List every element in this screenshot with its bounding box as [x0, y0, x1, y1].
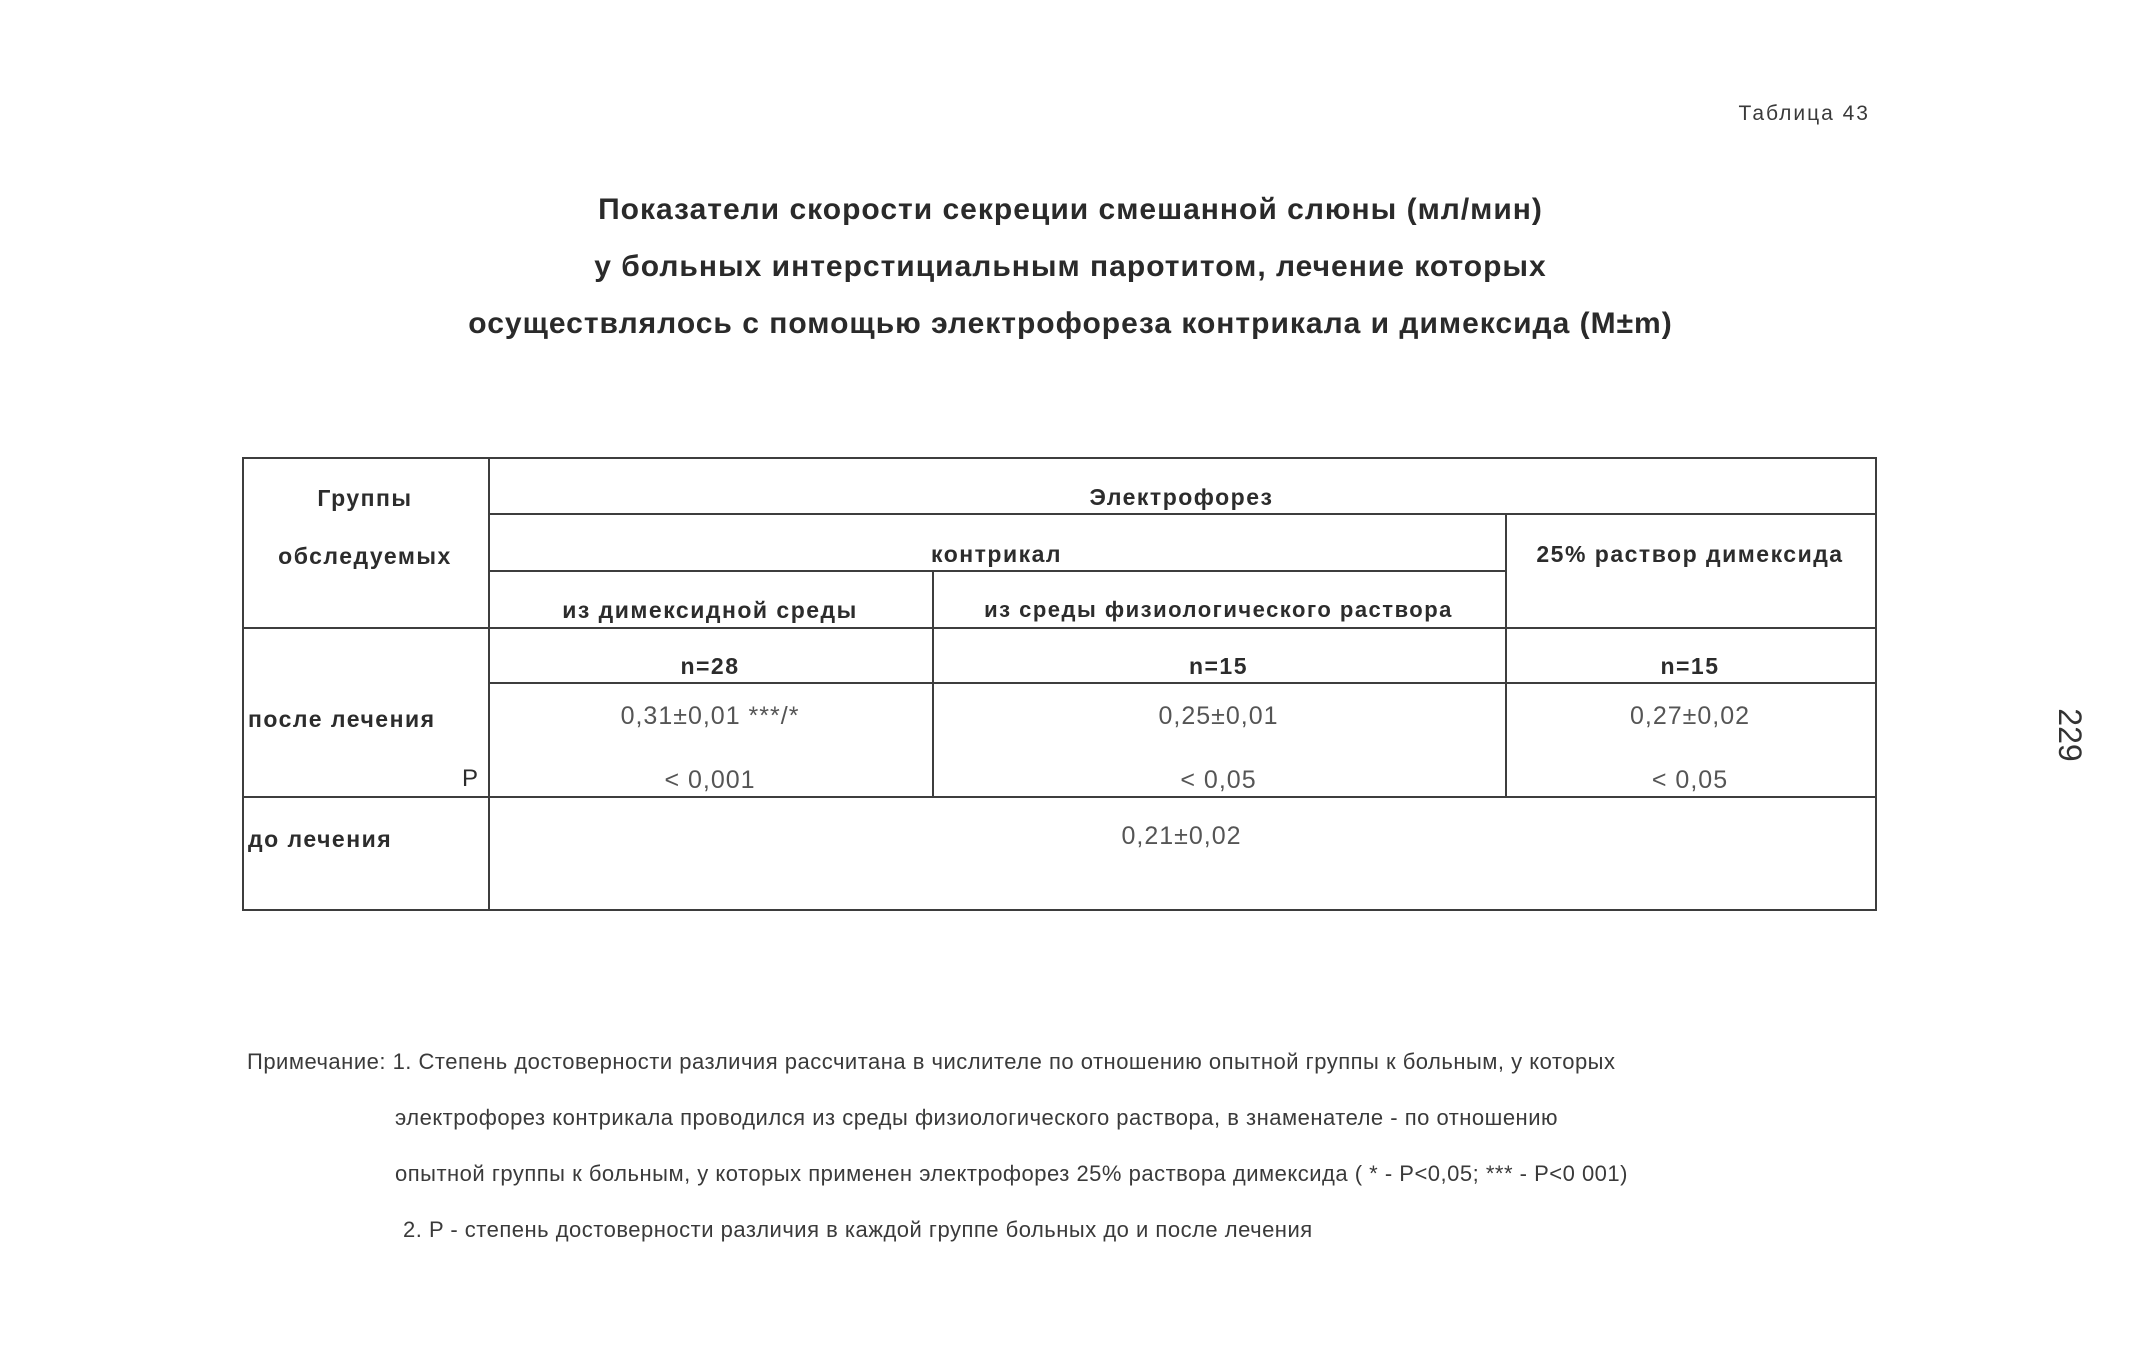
- n-value: n=15: [1660, 653, 1720, 679]
- note-line-1: Примечание: 1. Степень достоверности различия рассчитана в числителе по отношению опытной группы к больным, у которых: [247, 1049, 1616, 1074]
- p-value-saline-medium: < 0,05: [1180, 766, 1257, 794]
- table-border-right: [1875, 457, 1877, 911]
- n-value: n=28: [680, 653, 740, 679]
- table-rule: [242, 796, 1875, 798]
- subheader-saline-medium: из среды физиологического раствора: [984, 597, 1453, 622]
- table-rule: [488, 682, 1875, 684]
- subheader-dimexide-medium: из димексидной среды: [562, 597, 858, 623]
- after-value-dimexide-solution: 0,27±0,02: [1629, 702, 1751, 730]
- table-rule: [488, 513, 1875, 515]
- table-rule: [488, 570, 1505, 572]
- groups-header-line2: обследуемых: [278, 543, 452, 569]
- contrical-header: контрикал: [930, 541, 1062, 567]
- table-title-line-1: Показатели скорости секреции смешанной слюны (мл/мин): [598, 193, 1543, 226]
- note-line-2: электрофорез контрикала проводился из среды физиологического раствора, в знаменателе - по отношению: [395, 1105, 1558, 1130]
- table-border-left: [242, 457, 244, 911]
- dimexide-header: 25% раствор димексида: [1536, 541, 1844, 567]
- groups-header-line1: Группы: [317, 485, 413, 511]
- table-rule: [242, 627, 1875, 629]
- table-title-line-3: осуществлялось с помощью электрофореза контрикала и димексида (M±m): [468, 307, 1673, 340]
- table-border-bottom: [242, 909, 1875, 911]
- electrophoresis-header: Электрофорез: [1089, 484, 1274, 510]
- after-value-dimexide-medium: 0,31±0,01 ***/*: [620, 702, 800, 730]
- before-treatment-value: 0,21±0,02: [1121, 822, 1242, 850]
- note-line-4: 2. P - степень достоверности различия в каждой группе больных до и после лечения: [403, 1217, 1313, 1242]
- page-number: 229: [2052, 708, 2088, 762]
- after-value-saline-medium: 0,25±0,01: [1158, 702, 1279, 730]
- p-value-dimexide-medium: < 0,001: [664, 766, 756, 794]
- table-title-line-2: у больных интерстициальным паротитом, лечение которых: [594, 250, 1547, 283]
- table-number-label: Таблица 43: [1738, 102, 1870, 125]
- p-label: P: [462, 765, 480, 792]
- p-value-dimexide-solution: < 0,05: [1651, 766, 1729, 794]
- before-treatment-label: до лечения: [248, 826, 393, 852]
- after-treatment-label: после лечения: [248, 706, 436, 732]
- table-border-top: [242, 457, 1875, 459]
- n-value: n=15: [1188, 653, 1249, 679]
- note-line-3: опытной группы к больным, у которых применен электрофорез 25% раствора димексида ( * - P<0,05; *** - P<0 001): [395, 1161, 1628, 1186]
